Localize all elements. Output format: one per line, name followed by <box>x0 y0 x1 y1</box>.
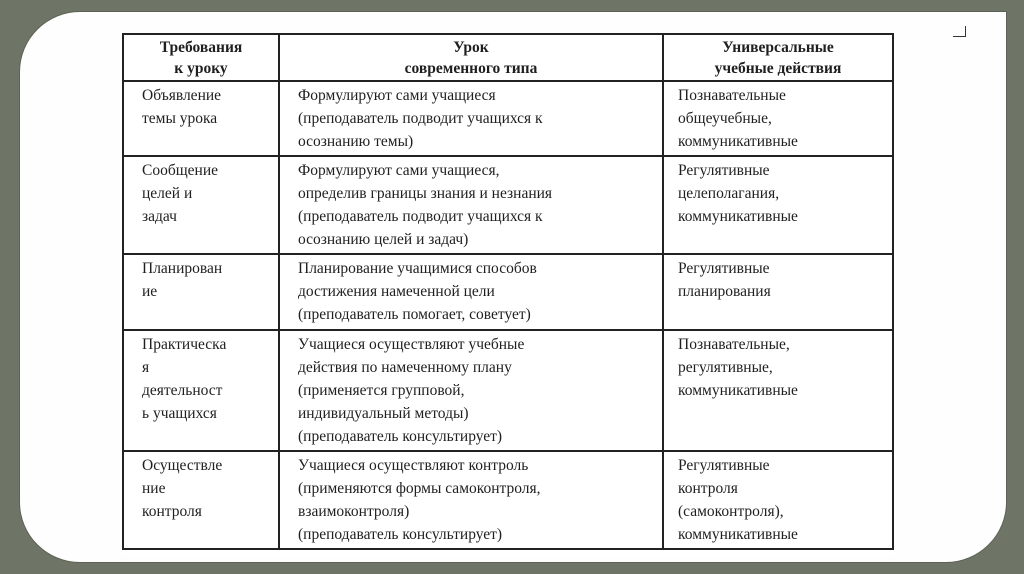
table-row <box>123 81 893 156</box>
header-requirements: Требования к уроку <box>123 34 279 81</box>
table-row <box>123 330 893 451</box>
actions-cell: Познавательные общеучебные, коммуникативные <box>663 81 893 156</box>
lesson-cell: Планирование учащимися способов достижения намеченной цели (преподаватель помогает, советует) <box>279 254 663 330</box>
actions-cell: Регулятивные целеполагания, коммуникативные <box>663 156 893 254</box>
corner-mark <box>953 26 966 37</box>
table-row <box>123 451 893 549</box>
requirement-cell: Осуществле ние контроля <box>123 451 279 549</box>
header-universal-actions: Универсальные учебные действия <box>663 34 893 81</box>
lesson-cell: Формулируют сами учащиеся, определив границы знания и незнания (преподаватель подводит учащихся к осознанию целей и задач) <box>279 156 663 254</box>
header-modern-lesson: Урок современного типа <box>279 34 663 81</box>
requirement-cell: Практическа я деятельност ь учащихся <box>123 330 279 451</box>
actions-cell: Регулятивные планирования <box>663 254 893 330</box>
requirement-cell: Сообщение целей и задач <box>123 156 279 254</box>
table-row <box>123 254 893 330</box>
actions-cell: Регулятивные контроля (самоконтроля), коммуникативные <box>663 451 893 549</box>
table-row <box>123 156 893 254</box>
lesson-cell: Учащиеся осуществляют учебные действия по намеченному плану (применяется групповой, индивидуальный методы) (преподаватель консультирует) <box>279 330 663 451</box>
lesson-cell: Формулируют сами учащиеся (преподаватель подводит учащихся к осознанию темы) <box>279 81 663 156</box>
requirement-cell: Объявление темы урока <box>123 81 279 156</box>
lesson-cell: Учащиеся осуществляют контроль (применяются формы самоконтроля, взаимоконтроля) (преподаватель консультирует) <box>279 451 663 549</box>
lesson-table-container <box>122 33 894 555</box>
lesson-requirements-table <box>122 33 894 550</box>
requirement-cell: Планирован ие <box>123 254 279 330</box>
actions-cell: Познавательные, регулятивные, коммуникативные <box>663 330 893 451</box>
table-header-row <box>123 34 893 81</box>
